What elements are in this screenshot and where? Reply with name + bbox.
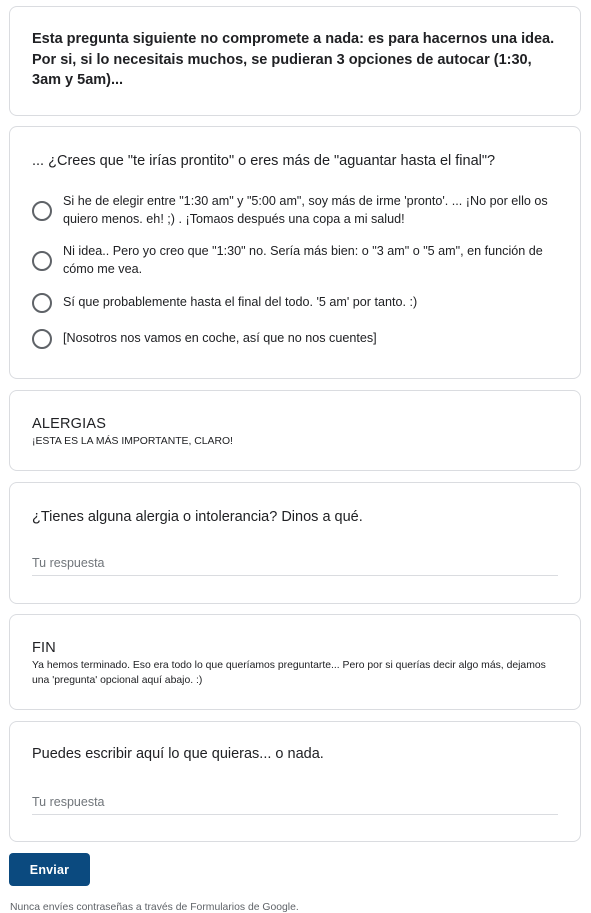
radio-option-early[interactable]: [32, 193, 562, 228]
allergy-answer-input[interactable]: [32, 551, 558, 576]
radio-button[interactable]: [32, 251, 52, 271]
password-warning-note: Nunca envíes contraseñas a través de Formularios de Google.: [10, 902, 299, 913]
question-allergy-title: ¿Tienes alguna alergia o intolerancia? Dinos a qué.: [32, 509, 363, 525]
radio-button[interactable]: [32, 329, 52, 349]
radio-option-until-end[interactable]: [32, 293, 562, 313]
radio-button[interactable]: [32, 201, 52, 221]
section-allergies-card: [9, 390, 581, 471]
submit-button[interactable]: Enviar: [9, 853, 90, 886]
radio-option-by-car[interactable]: [32, 329, 562, 349]
intro-text: Esta pregunta siguiente no compromete a nada: es para hacernos una idea. Por si, si lo necesitais muchos, se pudieran 3 opciones de autocar (1:30, 3am y 5am)...: [32, 31, 555, 88]
question-leave-card: [9, 126, 581, 379]
section-allergies-description: ¡ESTA ES LA MÁS IMPORTANTE, CLARO!: [32, 436, 233, 447]
radio-option-label[interactable]: Ni idea.. Pero yo creo que "1:30" no. Sería más bien: o "3 am" o "5 am", en función de cómo me vea.: [63, 244, 543, 276]
radio-option-label[interactable]: Si he de elegir entre "1:30 am" y "5:00 am", soy más de irme 'pronto'. ... ¡No por ello os quiero menos. eh! ;) . ¡Tomaos después una copa a mi salud!: [63, 194, 548, 226]
intro-card: [9, 6, 581, 116]
section-allergies-title: ALERGIAS: [32, 416, 107, 432]
question-free-card: [9, 721, 581, 842]
question-free-title: Puedes escribir aquí lo que quieras... o nada.: [32, 746, 324, 762]
section-end-card: [9, 614, 581, 710]
question-leave-title: ... ¿Crees que "te irías prontito" o eres más de "aguantar hasta el final"?: [32, 153, 496, 169]
question-allergy-card: [9, 482, 581, 604]
free-answer-input[interactable]: [32, 790, 558, 815]
section-end-title: FIN: [32, 640, 56, 656]
section-end-description: Ya hemos terminado. Eso era todo lo que queríamos preguntarte... Pero por si querías decir algo más, dejamos una 'pregunta' opcional aquí abajo. :): [32, 660, 546, 686]
radio-button[interactable]: [32, 293, 52, 313]
radio-option-label[interactable]: Sí que probablemente hasta el final del todo. '5 am' por tanto. :): [63, 295, 418, 310]
radio-option-label[interactable]: [Nosotros nos vamos en coche, así que no nos cuentes]: [63, 331, 377, 346]
radio-option-unsure[interactable]: [32, 243, 562, 278]
